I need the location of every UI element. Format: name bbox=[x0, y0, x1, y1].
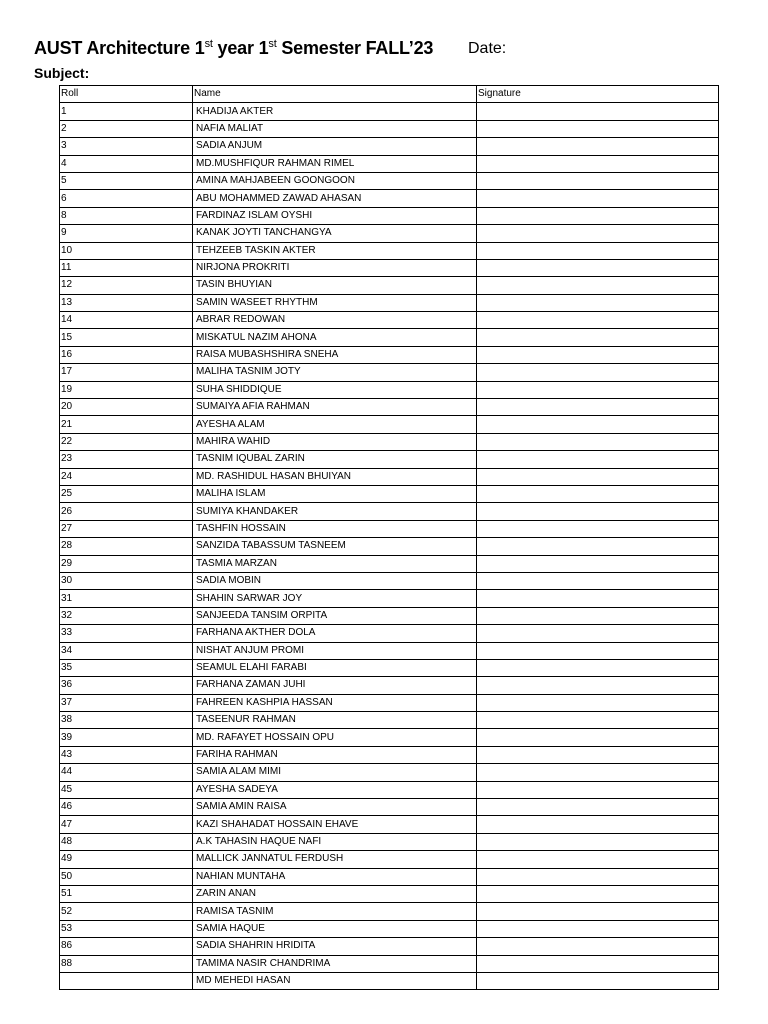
name-cell: NAFIA MALIAT bbox=[193, 120, 477, 137]
table-row bbox=[60, 277, 719, 294]
signature-cell bbox=[477, 277, 719, 294]
roll-cell: 38 bbox=[60, 712, 193, 729]
roll-cell: 21 bbox=[60, 416, 193, 433]
roll-cell: 43 bbox=[60, 746, 193, 763]
roll-cell: 5 bbox=[60, 172, 193, 189]
roll-cell: 3 bbox=[60, 138, 193, 155]
signature-cell bbox=[477, 364, 719, 381]
table-row bbox=[60, 816, 719, 833]
table-row bbox=[60, 712, 719, 729]
roll-cell: 10 bbox=[60, 242, 193, 259]
signature-cell bbox=[477, 746, 719, 763]
roll-cell: 52 bbox=[60, 903, 193, 920]
roll-cell: 36 bbox=[60, 677, 193, 694]
name-cell: SADIA MOBIN bbox=[193, 572, 477, 589]
table-row bbox=[60, 468, 719, 485]
signature-cell bbox=[477, 225, 719, 242]
signature-cell bbox=[477, 416, 719, 433]
roll-cell: 23 bbox=[60, 451, 193, 468]
roll-cell: 11 bbox=[60, 259, 193, 276]
roll-cell: 14 bbox=[60, 312, 193, 329]
table-row bbox=[60, 190, 719, 207]
name-cell: SUHA SHIDDIQUE bbox=[193, 381, 477, 398]
name-cell: SAMIA AMIN RAISA bbox=[193, 799, 477, 816]
table-row bbox=[60, 399, 719, 416]
signature-cell bbox=[477, 833, 719, 850]
column-header-signature: Signature bbox=[477, 86, 719, 103]
table-row bbox=[60, 659, 719, 676]
signature-cell bbox=[477, 694, 719, 711]
signature-cell bbox=[477, 433, 719, 450]
signature-cell bbox=[477, 190, 719, 207]
document-title bbox=[34, 38, 433, 59]
table-row bbox=[60, 555, 719, 572]
name-cell: AMINA MAHJABEEN GOONGOON bbox=[193, 172, 477, 189]
signature-cell bbox=[477, 642, 719, 659]
table-row bbox=[60, 416, 719, 433]
document-header bbox=[34, 38, 734, 66]
roll-cell: 28 bbox=[60, 538, 193, 555]
signature-cell bbox=[477, 120, 719, 137]
table-row bbox=[60, 903, 719, 920]
roll-cell: 44 bbox=[60, 764, 193, 781]
name-cell: AYESHA ALAM bbox=[193, 416, 477, 433]
signature-cell bbox=[477, 781, 719, 798]
roll-cell: 33 bbox=[60, 625, 193, 642]
roll-cell: 19 bbox=[60, 381, 193, 398]
name-cell: TAMIMA NASIR CHANDRIMA bbox=[193, 955, 477, 972]
signature-cell bbox=[477, 242, 719, 259]
name-cell: NIRJONA PROKRITI bbox=[193, 259, 477, 276]
roll-cell: 2 bbox=[60, 120, 193, 137]
roll-cell: 16 bbox=[60, 346, 193, 363]
roll-cell: 51 bbox=[60, 885, 193, 902]
column-header-roll: Roll bbox=[60, 86, 193, 103]
name-cell: SAMIN WASEET RHYTHM bbox=[193, 294, 477, 311]
name-cell: MALLICK JANNATUL FERDUSH bbox=[193, 851, 477, 868]
roll-cell: 6 bbox=[60, 190, 193, 207]
roll-cell: 17 bbox=[60, 364, 193, 381]
roll-cell: 24 bbox=[60, 468, 193, 485]
roll-cell: 31 bbox=[60, 590, 193, 607]
name-cell: FARIHA RAHMAN bbox=[193, 746, 477, 763]
signature-cell bbox=[477, 172, 719, 189]
signature-cell bbox=[477, 938, 719, 955]
name-cell: KAZI SHAHADAT HOSSAIN EHAVE bbox=[193, 816, 477, 833]
name-cell: SHAHIN SARWAR JOY bbox=[193, 590, 477, 607]
table-row bbox=[60, 538, 719, 555]
name-cell: FARDINAZ ISLAM OYSHI bbox=[193, 207, 477, 224]
roll-cell: 35 bbox=[60, 659, 193, 676]
signature-cell bbox=[477, 903, 719, 920]
name-cell: MD. RAFAYET HOSSAIN OPU bbox=[193, 729, 477, 746]
column-header-name: Name bbox=[193, 86, 477, 103]
roll-cell: 12 bbox=[60, 277, 193, 294]
signature-cell bbox=[477, 955, 719, 972]
table-row bbox=[60, 572, 719, 589]
table-row bbox=[60, 851, 719, 868]
name-cell: TASIN BHUYIAN bbox=[193, 277, 477, 294]
roll-cell: 29 bbox=[60, 555, 193, 572]
name-cell: A.K TAHASIN HAQUE NAFI bbox=[193, 833, 477, 850]
table-row bbox=[60, 972, 719, 989]
signature-cell bbox=[477, 207, 719, 224]
table-row bbox=[60, 225, 719, 242]
name-cell: ABU MOHAMMED ZAWAD AHASAN bbox=[193, 190, 477, 207]
signature-cell bbox=[477, 155, 719, 172]
table-row bbox=[60, 746, 719, 763]
subject-label: Subject: bbox=[34, 65, 90, 81]
signature-cell bbox=[477, 590, 719, 607]
table-row bbox=[60, 955, 719, 972]
signature-cell bbox=[477, 294, 719, 311]
signature-cell bbox=[477, 920, 719, 937]
table-body bbox=[60, 103, 719, 990]
table-row bbox=[60, 155, 719, 172]
table-row bbox=[60, 590, 719, 607]
name-cell: SAMIA HAQUE bbox=[193, 920, 477, 937]
name-cell: MALIHA ISLAM bbox=[193, 485, 477, 502]
roll-cell: 39 bbox=[60, 729, 193, 746]
signature-cell bbox=[477, 885, 719, 902]
table-row bbox=[60, 799, 719, 816]
table-row bbox=[60, 485, 719, 502]
table-row bbox=[60, 329, 719, 346]
signature-cell bbox=[477, 346, 719, 363]
table-row bbox=[60, 172, 719, 189]
roll-cell: 20 bbox=[60, 399, 193, 416]
name-cell: SAMIA ALAM MIMI bbox=[193, 764, 477, 781]
signature-cell bbox=[477, 816, 719, 833]
roll-cell: 34 bbox=[60, 642, 193, 659]
table-row bbox=[60, 364, 719, 381]
table-row bbox=[60, 625, 719, 642]
signature-cell bbox=[477, 764, 719, 781]
signature-cell bbox=[477, 851, 719, 868]
signature-cell bbox=[477, 555, 719, 572]
name-cell: SANJEEDA TANSIM ORPITA bbox=[193, 607, 477, 624]
table-row bbox=[60, 259, 719, 276]
signature-cell bbox=[477, 399, 719, 416]
roll-cell: 88 bbox=[60, 955, 193, 972]
roll-cell: 9 bbox=[60, 225, 193, 242]
name-cell: MD MEHEDI HASAN bbox=[193, 972, 477, 989]
name-cell: RAMISA TASNIM bbox=[193, 903, 477, 920]
name-cell: NISHAT ANJUM PROMI bbox=[193, 642, 477, 659]
roll-cell: 86 bbox=[60, 938, 193, 955]
roll-cell: 46 bbox=[60, 799, 193, 816]
roll-cell: 26 bbox=[60, 503, 193, 520]
table-row bbox=[60, 103, 719, 120]
roll-cell: 32 bbox=[60, 607, 193, 624]
name-cell: TASMIA MARZAN bbox=[193, 555, 477, 572]
signature-cell bbox=[477, 538, 719, 555]
table-row bbox=[60, 781, 719, 798]
signature-cell bbox=[477, 312, 719, 329]
signature-cell bbox=[477, 503, 719, 520]
signature-cell bbox=[477, 625, 719, 642]
title-part-b: year 1 bbox=[212, 38, 269, 58]
title-superscript-1: st bbox=[204, 38, 213, 50]
roll-cell: 49 bbox=[60, 851, 193, 868]
signature-cell bbox=[477, 868, 719, 885]
name-cell: FARHANA AKTHER DOLA bbox=[193, 625, 477, 642]
name-cell: MD.MUSHFIQUR RAHMAN RIMEL bbox=[193, 155, 477, 172]
table-row bbox=[60, 346, 719, 363]
roll-cell: 13 bbox=[60, 294, 193, 311]
table-row bbox=[60, 607, 719, 624]
name-cell: ABRAR REDOWAN bbox=[193, 312, 477, 329]
name-cell: FARHANA ZAMAN JUHI bbox=[193, 677, 477, 694]
signature-cell bbox=[477, 485, 719, 502]
name-cell: SUMAIYA AFIA RAHMAN bbox=[193, 399, 477, 416]
signature-cell bbox=[477, 138, 719, 155]
signature-cell bbox=[477, 799, 719, 816]
table-header-row bbox=[60, 86, 719, 103]
roll-cell: 48 bbox=[60, 833, 193, 850]
roll-cell: 1 bbox=[60, 103, 193, 120]
roll-cell: 15 bbox=[60, 329, 193, 346]
roll-cell: 22 bbox=[60, 433, 193, 450]
table-row bbox=[60, 694, 719, 711]
name-cell: KANAK JOYTI TANCHANGYA bbox=[193, 225, 477, 242]
table-row bbox=[60, 868, 719, 885]
name-cell: MD. RASHIDUL HASAN BHUIYAN bbox=[193, 468, 477, 485]
name-cell: MALIHA TASNIM JOTY bbox=[193, 364, 477, 381]
table-row bbox=[60, 833, 719, 850]
signature-cell bbox=[477, 381, 719, 398]
signature-cell bbox=[477, 572, 719, 589]
roll-cell: 27 bbox=[60, 520, 193, 537]
name-cell: ZARIN ANAN bbox=[193, 885, 477, 902]
roll-cell: 47 bbox=[60, 816, 193, 833]
date-label: Date: bbox=[468, 40, 507, 57]
signature-cell bbox=[477, 468, 719, 485]
title-part-c: Semester FALL’23 bbox=[276, 38, 434, 58]
table-row bbox=[60, 381, 719, 398]
name-cell: SEAMUL ELAHI FARABI bbox=[193, 659, 477, 676]
signature-cell bbox=[477, 451, 719, 468]
signature-cell bbox=[477, 729, 719, 746]
title-part-a: AUST Architecture 1 bbox=[34, 38, 205, 58]
table-row bbox=[60, 920, 719, 937]
roll-cell: 45 bbox=[60, 781, 193, 798]
name-cell: RAISA MUBASHSHIRA SNEHA bbox=[193, 346, 477, 363]
roll-cell: 4 bbox=[60, 155, 193, 172]
name-cell: NAHIAN MUNTAHA bbox=[193, 868, 477, 885]
name-cell: TASNIM IQUBAL ZARIN bbox=[193, 451, 477, 468]
table-row bbox=[60, 885, 719, 902]
table-row bbox=[60, 294, 719, 311]
name-cell: MAHIRA WAHID bbox=[193, 433, 477, 450]
roll-cell: 8 bbox=[60, 207, 193, 224]
table-row bbox=[60, 312, 719, 329]
name-cell: FAHREEN KASHPIA HASSAN bbox=[193, 694, 477, 711]
name-cell: TASEENUR RAHMAN bbox=[193, 712, 477, 729]
signature-cell bbox=[477, 659, 719, 676]
signature-cell bbox=[477, 712, 719, 729]
table-row bbox=[60, 138, 719, 155]
name-cell: SANZIDA TABASSUM TASNEEM bbox=[193, 538, 477, 555]
table-row bbox=[60, 242, 719, 259]
signature-cell bbox=[477, 520, 719, 537]
attendance-table bbox=[59, 85, 719, 990]
table-row bbox=[60, 433, 719, 450]
roll-cell: 37 bbox=[60, 694, 193, 711]
roll-cell: 30 bbox=[60, 572, 193, 589]
signature-cell bbox=[477, 329, 719, 346]
table-row bbox=[60, 729, 719, 746]
table-row bbox=[60, 503, 719, 520]
name-cell: SADIA SHAHRIN HRIDITA bbox=[193, 938, 477, 955]
table-row bbox=[60, 677, 719, 694]
title-superscript-2: st bbox=[268, 38, 277, 50]
signature-cell bbox=[477, 103, 719, 120]
roll-cell: 25 bbox=[60, 485, 193, 502]
table-row bbox=[60, 642, 719, 659]
roll-cell bbox=[60, 972, 193, 989]
table-row bbox=[60, 520, 719, 537]
name-cell: KHADIJA AKTER bbox=[193, 103, 477, 120]
name-cell: TEHZEEB TASKIN AKTER bbox=[193, 242, 477, 259]
roll-cell: 53 bbox=[60, 920, 193, 937]
table-row bbox=[60, 207, 719, 224]
table-row bbox=[60, 451, 719, 468]
name-cell: MISKATUL NAZIM AHONA bbox=[193, 329, 477, 346]
name-cell: SUMIYA KHANDAKER bbox=[193, 503, 477, 520]
signature-cell bbox=[477, 607, 719, 624]
signature-cell bbox=[477, 972, 719, 989]
signature-cell bbox=[477, 677, 719, 694]
table-row bbox=[60, 938, 719, 955]
name-cell: AYESHA SADEYA bbox=[193, 781, 477, 798]
table-row bbox=[60, 120, 719, 137]
roll-cell: 50 bbox=[60, 868, 193, 885]
name-cell: TASHFIN HOSSAIN bbox=[193, 520, 477, 537]
signature-cell bbox=[477, 259, 719, 276]
name-cell: SADIA ANJUM bbox=[193, 138, 477, 155]
table-row bbox=[60, 764, 719, 781]
